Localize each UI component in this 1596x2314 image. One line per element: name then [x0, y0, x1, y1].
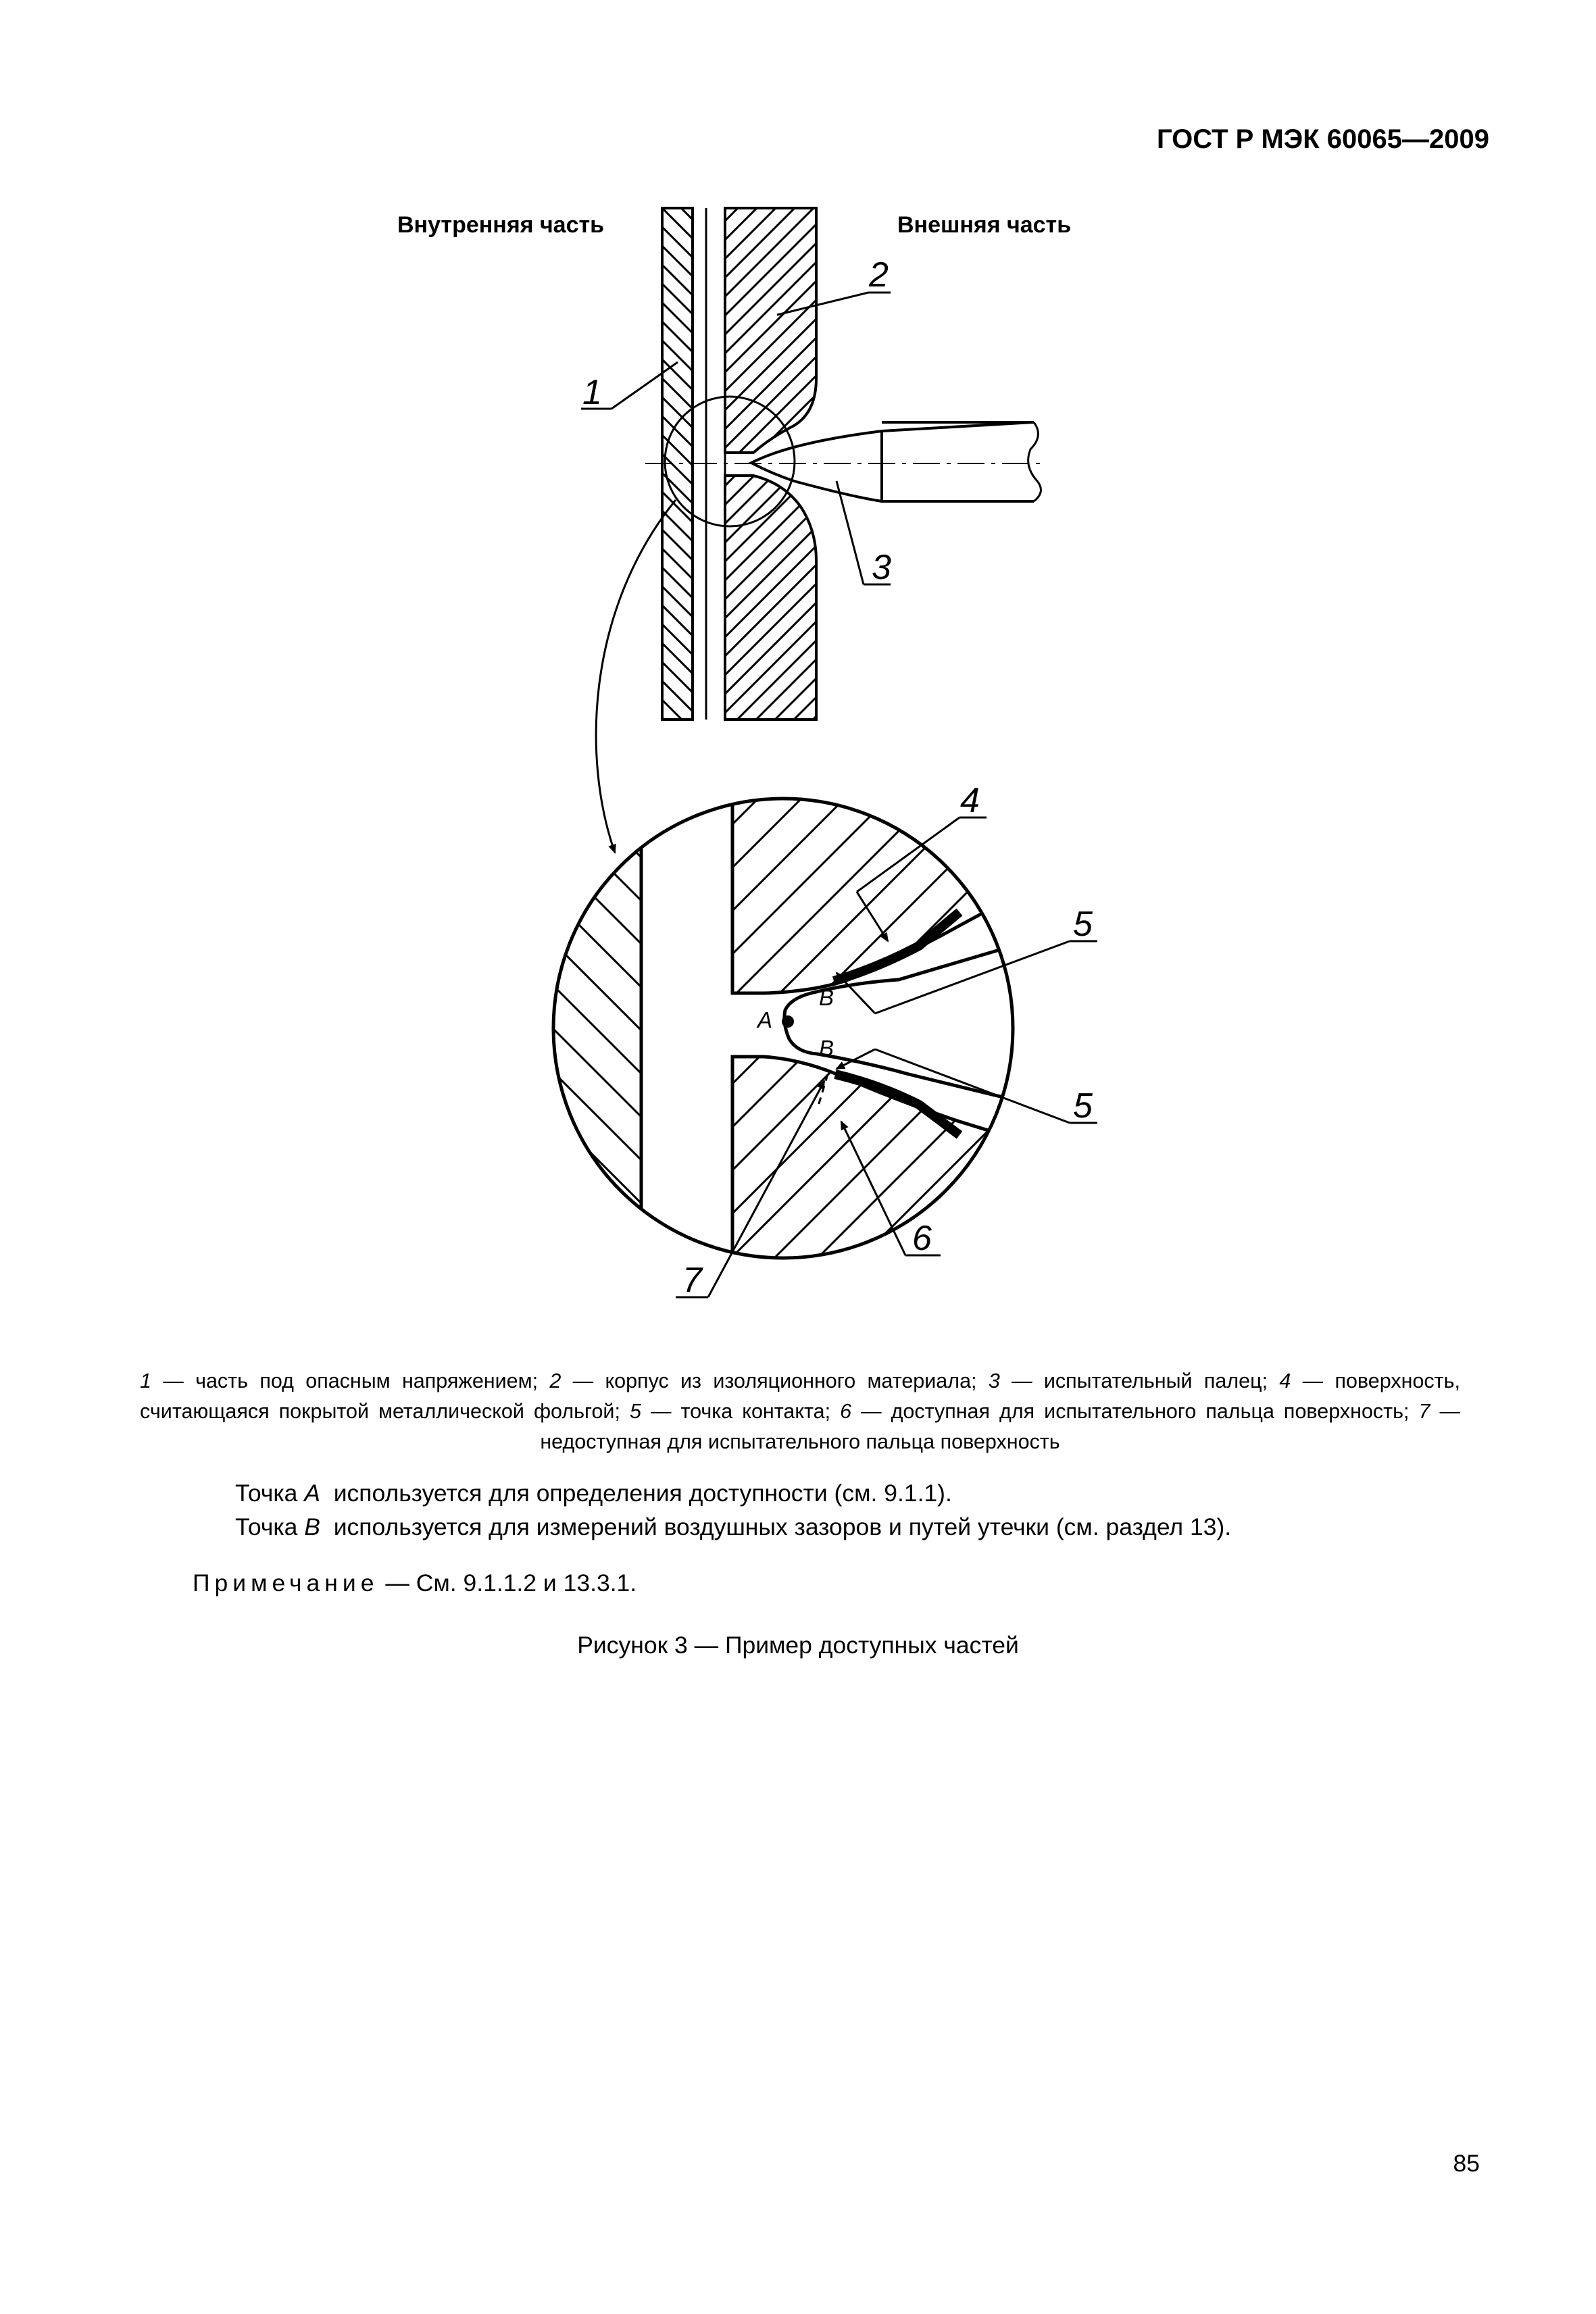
outer-part-label: Внешняя часть [897, 212, 1072, 238]
callout-2: 2 [869, 255, 889, 295]
callout-1: 1 [582, 373, 602, 412]
point-b-lower-label: B [819, 1036, 834, 1061]
legend-item: 5 — точка контакта; [629, 1400, 841, 1423]
enclosure-upper [725, 208, 816, 453]
point-b-upper-label: B [819, 985, 834, 1010]
callout-5-lower: 5 [1073, 1086, 1093, 1126]
note-text: — См. 9.1.1.2 и 13.3.1. [378, 1569, 637, 1596]
callout-5-upper: 5 [1073, 905, 1093, 944]
legend-item: 4 — поверхность, считающаяся покрытой металлической фольгой; [140, 1369, 1461, 1423]
callout-3: 3 [872, 548, 891, 587]
note [193, 1569, 637, 1597]
point-a-label: A [757, 1007, 773, 1032]
note-label: Примечание [193, 1569, 379, 1596]
point-b-description: Точка B используется для измерений воздушных зазоров и путей утечки (см. раздел 13). [235, 1513, 1232, 1540]
legend-item: 6 — доступная для испытательного пальца поверхность; [840, 1400, 1419, 1423]
figure-caption: Рисунок 3 — Пример доступных частей [577, 1632, 1019, 1659]
figure-legend [140, 1366, 1460, 1457]
legend-item: 3 — испытательный палец; [988, 1369, 1280, 1392]
legend-item: 2 — корпус из изоляционного материала; [549, 1369, 989, 1392]
point-a-description: Точка A используется для определения доступности (см. 9.1.1). [235, 1480, 952, 1507]
callout-7: 7 [682, 1261, 702, 1300]
standard-header: ГОСТ Р МЭК 60065—2009 [1156, 124, 1489, 154]
page-number: 85 [1453, 2150, 1480, 2177]
legend-item: 7 — недоступная для испытательного пальца поверхность [540, 1400, 1461, 1453]
inner-part-label: Внутренняя часть [397, 212, 605, 238]
magnified-detail [541, 790, 1047, 1277]
legend-item: 1 — часть под опасным напряжением; [140, 1369, 550, 1392]
callout-6: 6 [912, 1219, 932, 1258]
callout-4: 4 [960, 781, 980, 820]
